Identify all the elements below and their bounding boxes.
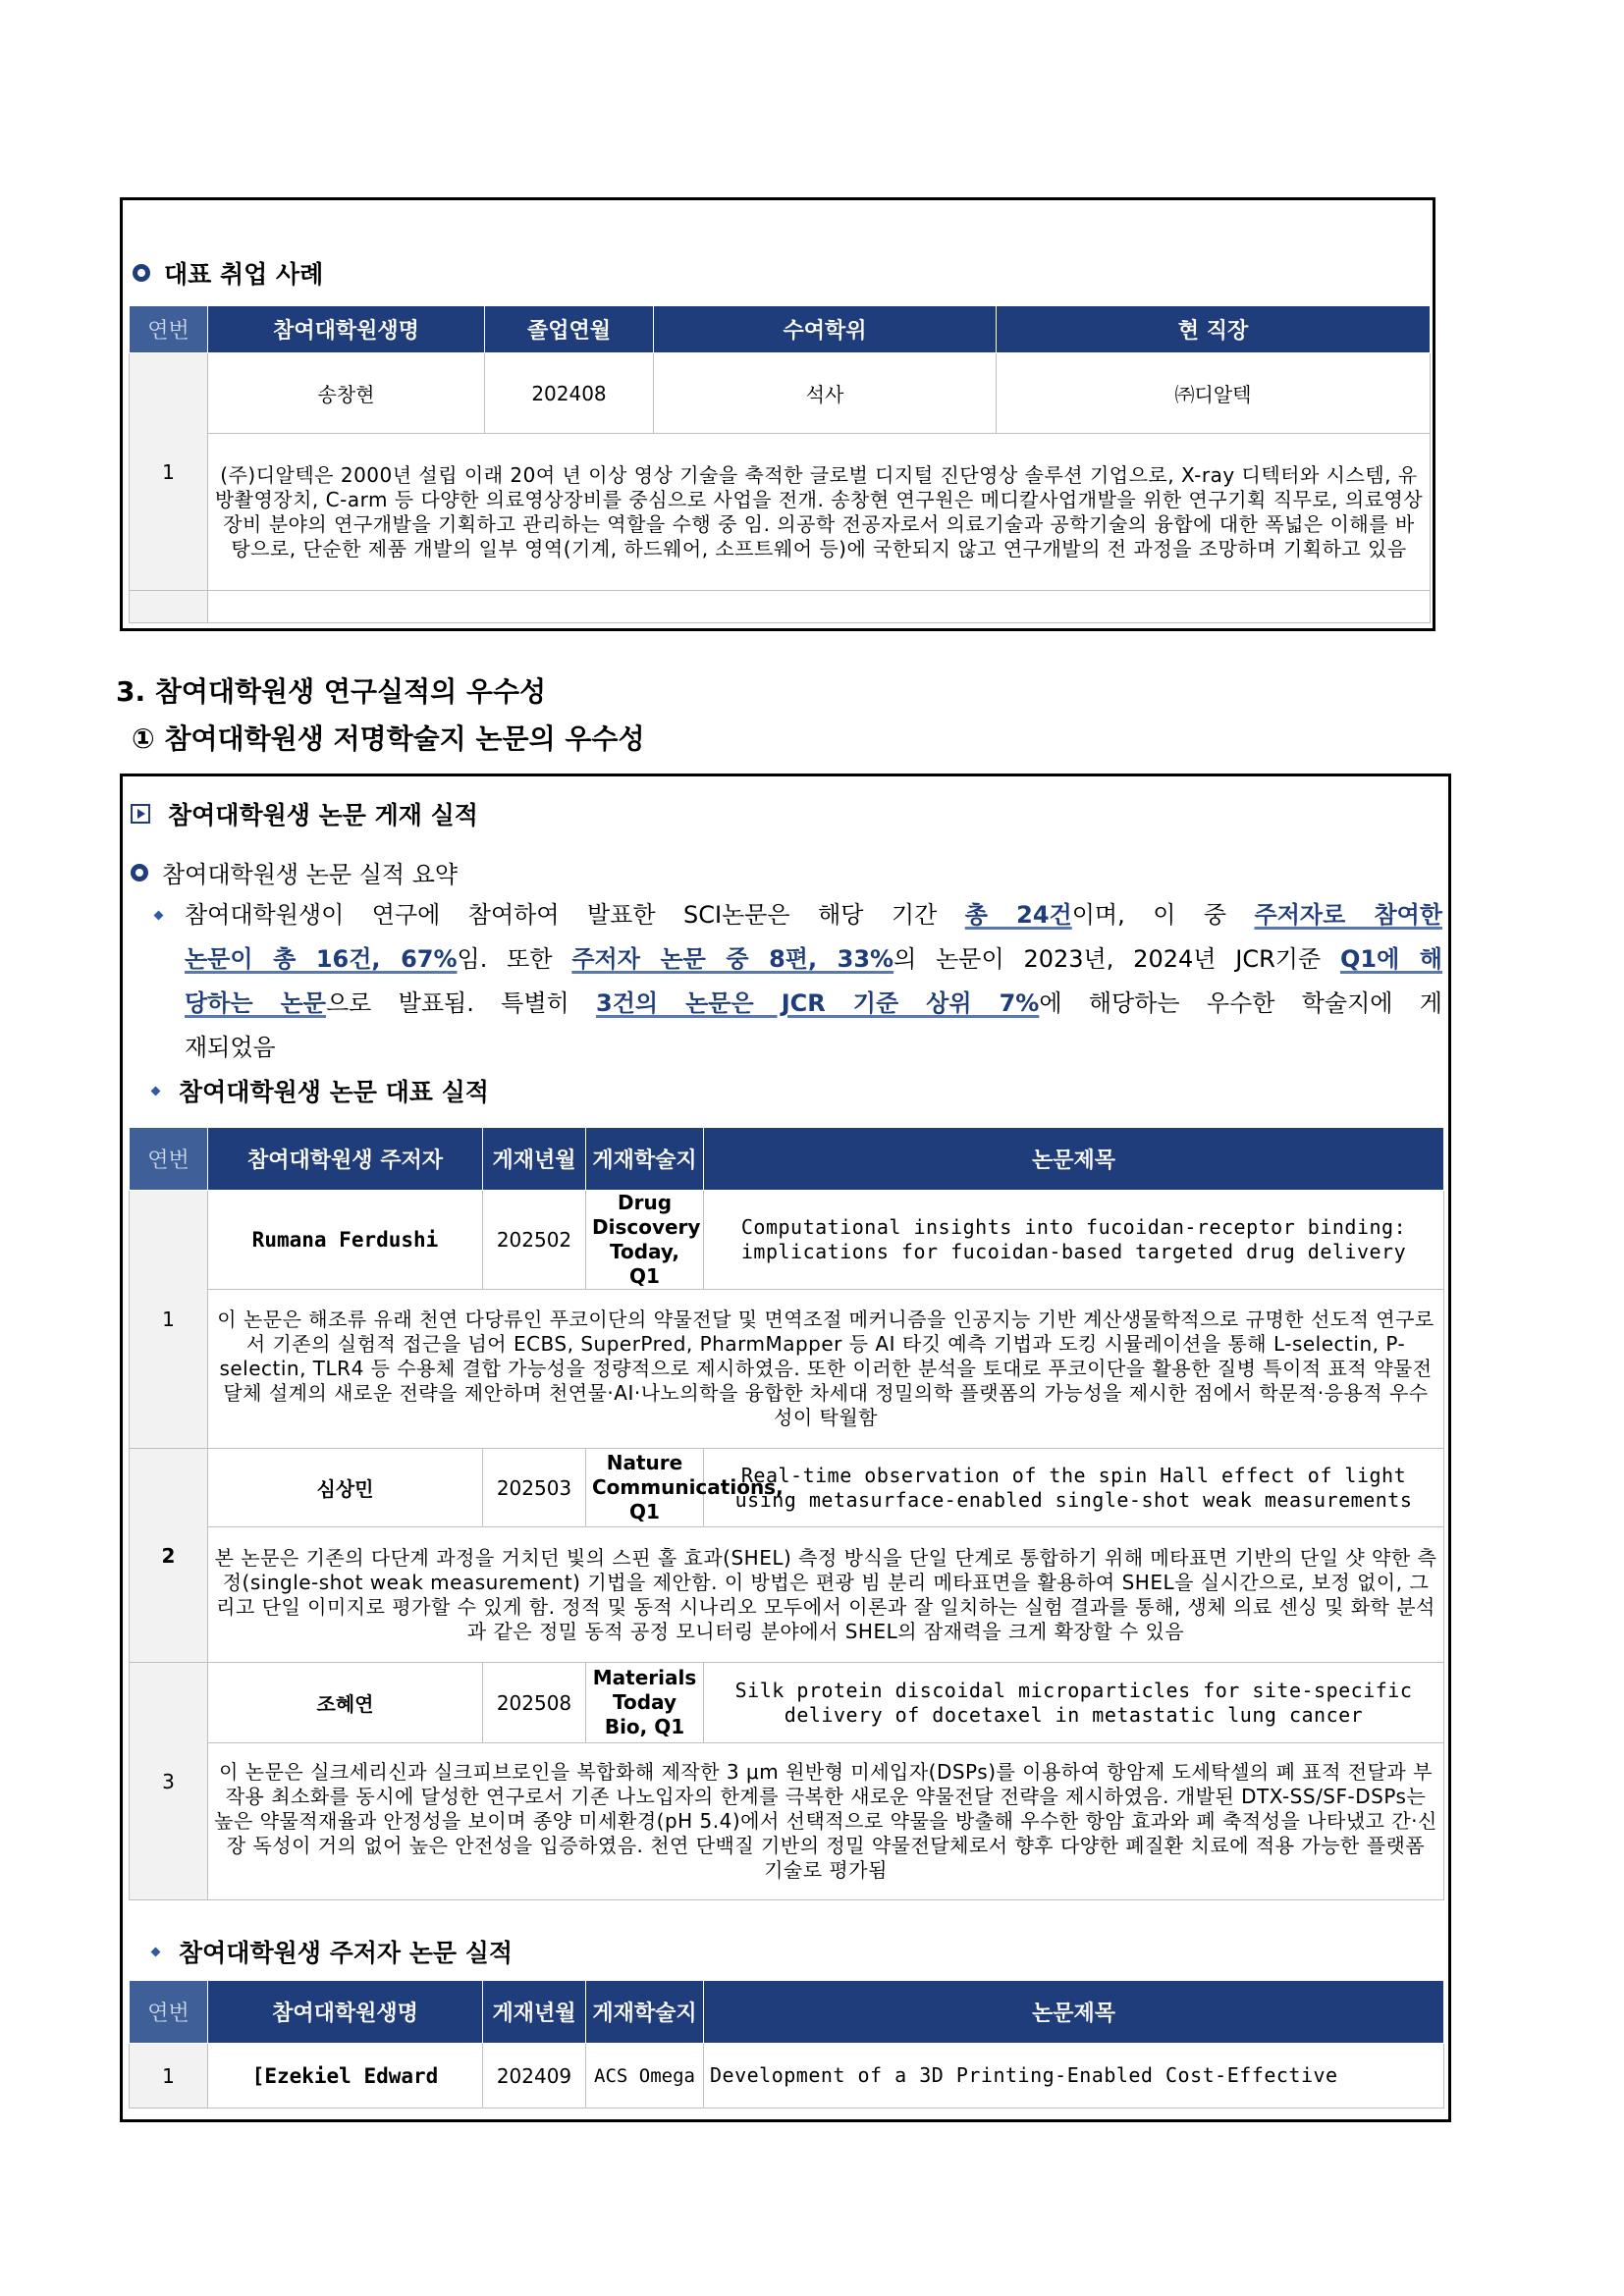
section-title: 3. 참여대학원생 연구실적의 우수성 [116,675,547,708]
bullet-circle-icon [133,264,150,282]
first-author-heading: 참여대학원생 주저자 논문 실적 [152,1934,513,1969]
table-row [130,1191,1444,1290]
table-row-empty [130,591,1431,623]
col-header: 연번 [130,306,208,353]
paper-title: Development of a 3D Printing-Enabled Cost-Effective [704,2044,1444,2109]
student-name: 송창현 [208,353,485,434]
author-name: Rumana Ferdushi [208,1191,483,1290]
row-number: 2 [130,1449,208,1663]
table-header-row [130,306,1431,353]
journal-name: Materials Today Bio, Q1 [586,1663,704,1743]
journal-name: Drug Discovery Today, Q1 [586,1191,704,1290]
table-row [130,1449,1444,1527]
table-row [130,353,1431,434]
col-header: 게재학술지 [586,1128,704,1191]
paper-title: Real-time observation of the spin Hall effect of light using metasurface-enabled single-shot weak measurements [704,1449,1444,1527]
empty-cell [130,591,208,623]
bullet-circle-icon [131,864,148,881]
paper-title: Computational insights into fucoidan-receptor binding: implications for fucoidan-based targeted drug delivery [704,1191,1444,1290]
journal-name: ACS Omega [586,2044,704,2109]
publish-date: 202409 [483,2044,586,2109]
empty-cell [208,591,1431,623]
table-row [130,2044,1444,2109]
degree: 석사 [654,353,997,434]
paper-description: 본 논문은 기존의 다단계 과정을 거치던 빛의 스핀 홀 효과(SHEL) 측정 방식을 단일 단계로 통합하기 위해 메타표면 기반의 단일 샷 약한 측정(single-shot weak measurement) 기법을 제안함. 이 방법은 편광 빔 분리 메타표면을 활용하여 SHEL을 실시간으로, 보정 없이, 그리고 단일 이미지로 평가할 수 있게 함. 정적 및 동적 시나리오 모두에서 이론과 잘 일치하는 실험 결과를 통해, 생체 의료 센싱 및 화학 분석과 같은 정밀 동적 공정 모니터링 분야에서 SHEL의 잠재력을 크게 확장할 수 있음 [208,1527,1444,1663]
summary-line-2: 논문이 총 16건, 67%임. 또한 주저자 논문 중 8편, 33%의 논문이 2023년, 2024년 JCR기준 Q1에 해 [185,945,1442,973]
author-name: 심상민 [208,1449,483,1527]
bullet-diamond-icon [154,911,164,921]
employment-table [129,305,1431,623]
publish-date: 202508 [483,1663,586,1743]
journal-name: Nature Communications, Q1 [586,1449,704,1527]
summary-line-4: 재되었음 [185,1034,276,1061]
summary-line-1: 참여대학원생이 연구에 참여하여 발표한 SCI논문은 해당 기간 총 24건이며, 이 중 주저자로 참여한 [185,901,1442,929]
col-header: 참여대학원생 주저자 [208,1128,483,1191]
summary-heading: 참여대학원생 논문 실적 요약 [131,855,458,889]
table-row [130,434,1431,591]
paper-title: Silk protein discoidal microparticles for site-specific delivery of docetaxel in metastatic lung cancer [704,1663,1444,1743]
employment-heading: 대표 취업 사례 [133,255,323,291]
col-header: 연번 [130,1981,208,2044]
papers-box [120,774,1451,2122]
col-header: 논문제목 [704,1981,1444,2044]
representative-heading: 참여대학원생 논문 대표 실적 [152,1073,489,1108]
paper-description: 이 논문은 실크세리신과 실크피브로인을 복합화해 제작한 3 μm 원반형 미세입자(DSPs)를 이용하여 항암제 도세탁셀의 폐 표적 전달과 부작용 최소화를 동시에 달성한 연구로서 기존 나노입자의 한계를 극복한 새로운 약물전달 전략을 제시하였음. 개발된 DTX-SS/SF-DSPs는 높은 약물적재율과 안정성을 보이며 종양 미세환경(pH 5.4)에서 선택적으로 약물을 방출해 우수한 항암 효과와 폐 축적성을 나타냈고 간·신장 독성이 거의 없어 높은 안전성을 입증하였음. 천연 단백질 기반의 정밀 약물전달체로서 향후 다양한 폐질환 치료에 적용 가능한 플랫폼 기술로 평가됨 [208,1743,1444,1900]
col-header: 참여대학원생명 [208,306,485,353]
bullet-diamond-icon [151,1086,161,1095]
col-header: 게재학술지 [586,1981,704,2044]
current-company: ㈜디알텍 [997,353,1431,434]
col-header: 연번 [130,1128,208,1191]
row-number: 1 [130,353,208,591]
play-box-icon [131,804,150,824]
publish-date: 202502 [483,1191,586,1290]
table-header-row [130,1128,1444,1191]
first-author-papers-table [129,1980,1444,2109]
summary-line-3: 당하는 논문으로 발표됨. 특별히 3건의 논문은 JCR 기준 상위 7%에 해당하는 우수한 학술지에 게 [185,989,1442,1017]
col-header: 참여대학원생명 [208,1981,483,2044]
table-row [130,1743,1444,1900]
col-header: 게재년월 [483,1128,586,1191]
employment-description: (주)디알텍은 2000년 설립 이래 20여 년 이상 영상 기술을 축적한 글로벌 디지털 진단영상 솔루션 기업으로, X-ray 디텍터와 시스템, 유방촬영장치, C-arm 등 다양한 의료영상장비를 중심으로 사업을 전개. 송창현 연구원은 메디칼사업개발을 위한 연구기획 직무로, 의료영상장비 분야의 연구개발을 기획하고 관리하는 역할을 수행 중 임. 의공학 전공자로서 의료기술과 공학기술의 융합에 대한 폭넓은 이해를 바탕으로, 단순한 제품 개발의 일부 영역(기계, 하드웨어, 소프트웨어 등)에 국한되지 않고 연구개발의 전 과정을 조망하며 기획하고 있음 [208,434,1431,591]
col-header: 현 직장 [997,306,1431,353]
paper-description: 이 논문은 해조류 유래 천연 다당류인 푸코이단의 약물전달 및 면역조절 메커니즘을 인공지능 기반 계산생물학적으로 규명한 선도적 연구로서 기존의 실험적 접근을 넘어 ECBS, SuperPred, PharmMapper 등 AI 타깃 예측 기법과 도킹 시뮬레이션을 통해 L-selectin, P-selectin, TLR4 등 수용체 결합 가능성을 정량적으로 제시하였음. 또한 이러한 분석을 토대로 푸코이단을 활용한 질병 특이적 표적 약물전달체 설계의 새로운 전략을 제안하며 천연물·AI·나노의학을 융합한 차세대 정밀의학 플랫폼의 가능성을 제시한 점에서 학문적·응용적 우수성이 탁월함 [208,1290,1444,1449]
author-name: [Ezekiel Edward [208,2044,483,2109]
col-header: 게재년월 [483,1981,586,2044]
table-header-row [130,1981,1444,2044]
bullet-diamond-icon [151,1947,161,1956]
representative-papers-table [129,1127,1444,1900]
section-subtitle: ① 참여대학원생 저명학술지 논문의 우수성 [132,722,645,755]
col-header: 논문제목 [704,1128,1444,1191]
col-header: 졸업연월 [485,306,654,353]
publish-date: 202503 [483,1449,586,1527]
row-number: 1 [130,2044,208,2109]
employment-box [120,197,1435,631]
table-row [130,1663,1444,1743]
author-name: 조혜연 [208,1663,483,1743]
papers-heading: 참여대학원생 논문 게재 실적 [131,796,478,831]
row-number: 3 [130,1663,208,1900]
col-header: 수여학위 [654,306,997,353]
graduation-date: 202408 [485,353,654,434]
table-row [130,1290,1444,1449]
table-row [130,1527,1444,1663]
row-number: 1 [130,1191,208,1449]
